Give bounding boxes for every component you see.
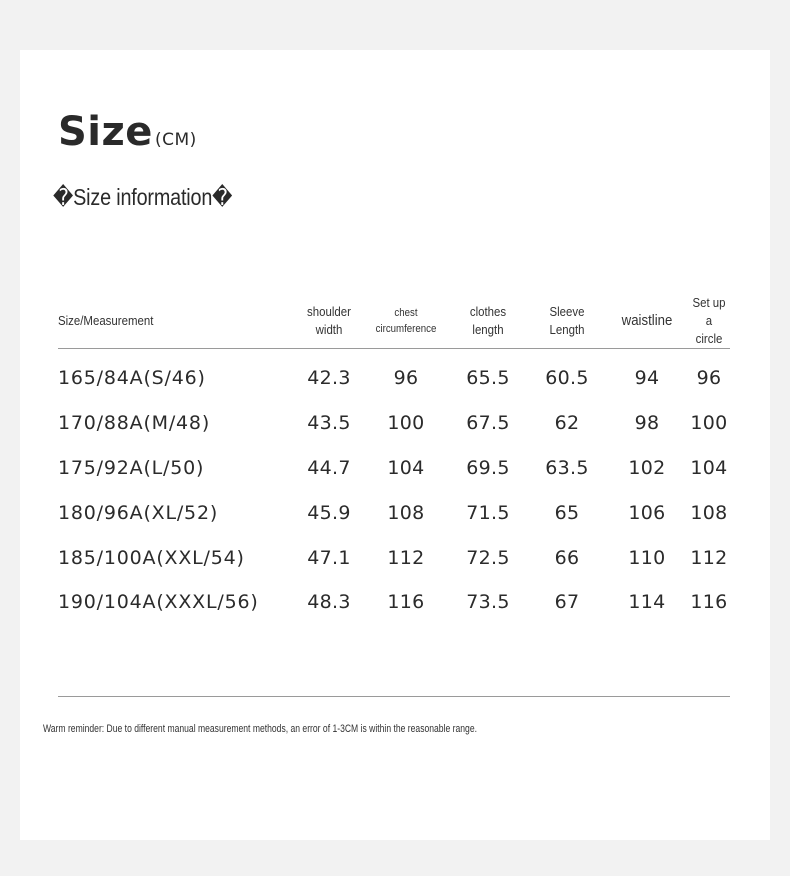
header-size-measurement: Size/Measurement [58, 313, 154, 328]
chest-cell: 112 [387, 547, 425, 569]
warm-reminder-note: Warm reminder: Due to different manual measurement methods, an error of 1-3CM is within the reasonable range. [43, 723, 477, 735]
clothes-length-cell: 65.5 [466, 367, 510, 389]
waistline-cell: 98 [634, 412, 660, 434]
clothes-length-cell: 73.5 [466, 591, 510, 613]
sleeve-length-cell: 62 [554, 412, 580, 434]
circle-cell: 104 [690, 457, 728, 479]
size-cell: 185/100A(XXL/54) [58, 547, 245, 569]
header-divider [58, 348, 730, 349]
sleeve-length-cell: 63.5 [545, 457, 589, 479]
circle-cell: 116 [690, 591, 728, 613]
sleeve-length-cell: 67 [554, 591, 580, 613]
header-set-up-circle: Set up a circle [692, 295, 726, 346]
size-cell: 175/92A(L/50) [58, 457, 205, 479]
waistline-cell: 106 [628, 502, 666, 524]
header-waistline: waistline [621, 312, 673, 329]
header-shoulder-width: shoulder width [307, 304, 351, 337]
table-row [58, 356, 730, 400]
unit-label: (CM) [154, 130, 197, 150]
waistline-cell: 110 [628, 547, 666, 569]
sleeve-length-cell: 60.5 [545, 367, 589, 389]
title-text: Size [58, 109, 153, 155]
chest-cell: 108 [387, 502, 425, 524]
clothes-length-cell: 67.5 [466, 412, 510, 434]
header-sleeve-length: Sleeve Length [549, 304, 585, 337]
clothes-length-cell: 72.5 [466, 547, 510, 569]
waistline-cell: 94 [634, 367, 660, 389]
table-row [58, 536, 730, 580]
size-cell: 190/104A(XXXL/56) [58, 591, 259, 613]
section-subtitle: �Size information� [53, 184, 233, 210]
size-chart-card [20, 50, 770, 840]
chest-cell: 116 [387, 591, 425, 613]
table-row [58, 580, 730, 624]
size-cell: 170/88A(M/48) [58, 412, 211, 434]
header-clothes-length: clothes length [469, 304, 507, 337]
chest-cell: 96 [393, 367, 419, 389]
table-bottom-divider [58, 696, 730, 697]
size-cell: 165/84A(S/46) [58, 367, 206, 389]
table-row [58, 446, 730, 490]
clothes-length-cell: 69.5 [466, 457, 510, 479]
shoulder-width-cell: 45.9 [307, 502, 351, 524]
size-cell: 180/96A(XL/52) [58, 502, 219, 524]
circle-cell: 108 [690, 502, 728, 524]
waistline-cell: 114 [628, 591, 666, 613]
shoulder-width-cell: 43.5 [307, 412, 351, 434]
circle-cell: 96 [696, 367, 722, 389]
table-header [58, 295, 730, 347]
shoulder-width-cell: 47.1 [307, 547, 351, 569]
circle-cell: 100 [690, 412, 728, 434]
shoulder-width-cell: 42.3 [307, 367, 351, 389]
chest-cell: 104 [387, 457, 425, 479]
clothes-length-cell: 71.5 [466, 502, 510, 524]
sleeve-length-cell: 66 [554, 547, 580, 569]
chest-cell: 100 [387, 412, 425, 434]
shoulder-width-cell: 44.7 [307, 457, 351, 479]
circle-cell: 112 [690, 547, 728, 569]
page-title [58, 109, 197, 155]
waistline-cell: 102 [628, 457, 666, 479]
header-chest-circumference: chest circumference [375, 307, 437, 335]
table-row [58, 491, 730, 535]
sleeve-length-cell: 65 [554, 502, 580, 524]
table-row [58, 401, 730, 445]
shoulder-width-cell: 48.3 [307, 591, 351, 613]
